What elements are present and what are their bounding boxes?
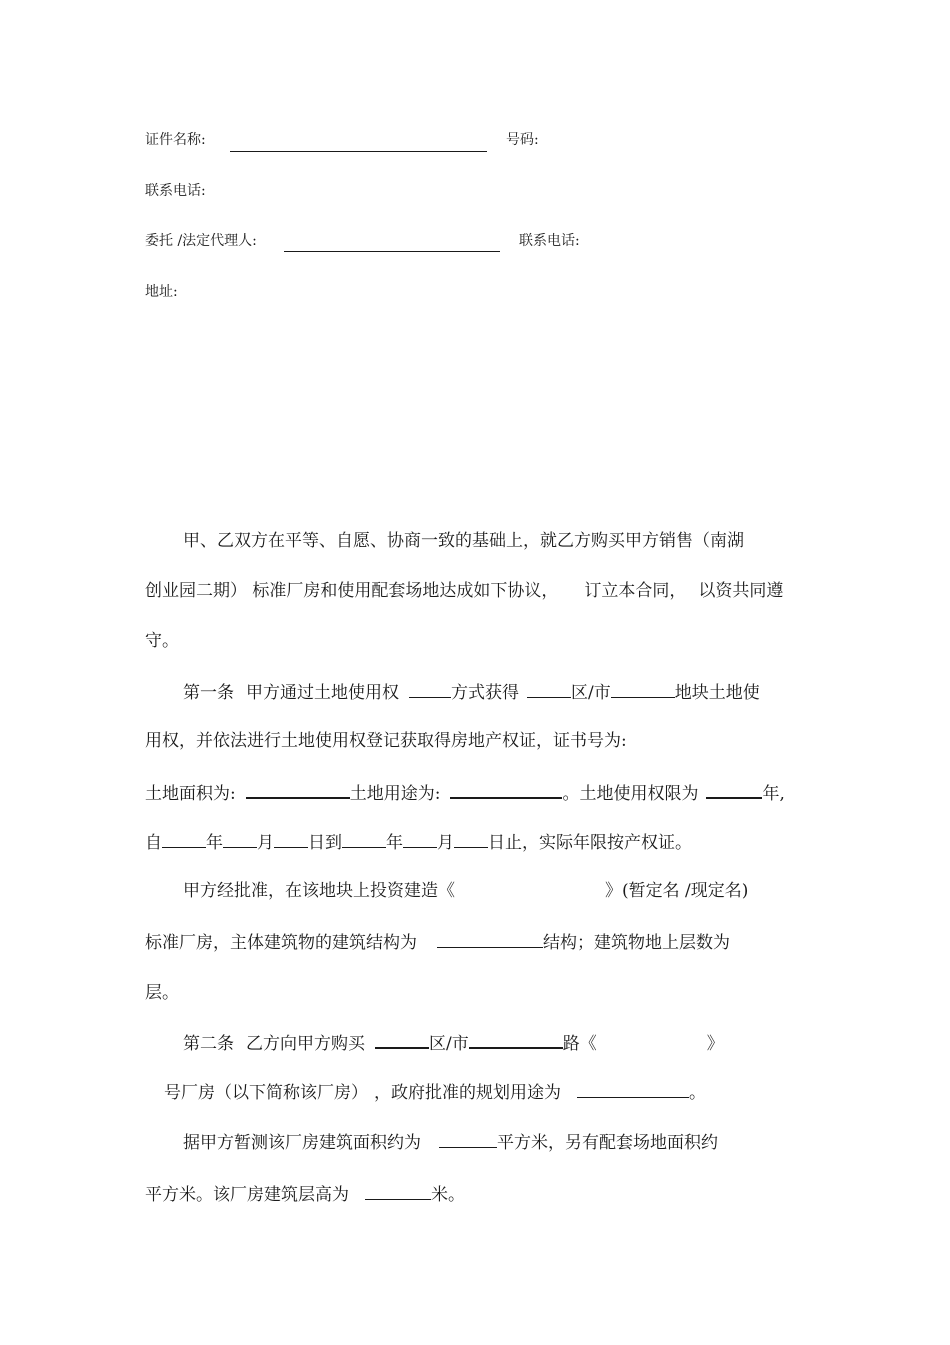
article2-text: 区/市 — [429, 1034, 469, 1054]
phone-label: 联系电话: — [145, 183, 206, 199]
article1-text: 年 — [386, 833, 403, 853]
article2-text: 平方米。该厂房建筑层高为 — [145, 1185, 349, 1205]
article1-text: 月 — [257, 833, 274, 853]
number-label: 号码: — [506, 132, 539, 148]
intro-line-3: 守。 — [145, 631, 179, 651]
article2-line-3 — [183, 1130, 718, 1154]
article1-text: 年, — [762, 784, 785, 804]
article1-line-6 — [145, 930, 730, 954]
intro-line-2a: 创业园二期） 标准厂房和使用配套场地达成如下协议， — [145, 581, 559, 601]
article2-text: 据甲方暂测该厂房建筑面积约为 — [183, 1133, 421, 1153]
intro-line-2b: 订立本合同， — [584, 581, 687, 601]
article1-text: 日止，实际年限按产权证。 — [488, 833, 692, 853]
address-label: 地址: — [145, 284, 178, 300]
article1-text: 月 — [437, 833, 454, 853]
cert-name-label: 证件名称: — [145, 132, 206, 148]
article2-title: 第二条 — [183, 1034, 234, 1054]
intro-line-2 — [145, 580, 783, 602]
cert-name-blank[interactable] — [230, 134, 487, 152]
article1-text: 甲方经批准，在该地块上投资建造《 — [183, 881, 455, 901]
end-month-blank[interactable] — [403, 830, 437, 848]
start-year-blank[interactable] — [162, 830, 206, 848]
article1-text: 。土地使用权限为 — [562, 784, 699, 804]
land-method-blank[interactable] — [409, 680, 451, 698]
intro-line-2c: 以资共同遵 — [698, 581, 784, 601]
article1-line-5 — [183, 880, 748, 902]
plot-blank[interactable] — [611, 680, 675, 698]
article2-text: ，政府批准的规划用途为 — [374, 1083, 561, 1103]
article1-line-2: 用权，并依法进行土地使用权登记获取得房地产权证，证书号为: — [145, 731, 627, 751]
land-use-blank[interactable] — [450, 780, 562, 799]
floor-height-blank[interactable] — [365, 1182, 431, 1200]
article2-text: 。 — [689, 1083, 706, 1103]
article1-line-1 — [183, 680, 760, 704]
agent-phone-label: 联系电话: — [519, 233, 580, 249]
article1-line-7: 层。 — [145, 983, 179, 1003]
article2-text: 号厂房（以下简称该厂房） — [164, 1083, 368, 1103]
cert-name-row — [145, 131, 206, 149]
land-term-blank[interactable] — [706, 780, 762, 799]
article2-text: 路《 — [562, 1034, 597, 1054]
article2-line-4 — [145, 1182, 465, 1206]
article1-text: 》(暂定名 /现定名) — [605, 881, 749, 901]
agent-label: 委托 /法定代理人: — [145, 233, 257, 249]
article2-text: 乙方向甲方购买 — [246, 1034, 365, 1054]
article2-text: 米。 — [431, 1185, 465, 1205]
building-area-blank[interactable] — [439, 1130, 497, 1148]
start-day-blank[interactable] — [274, 830, 308, 848]
article1-line-3 — [145, 780, 785, 805]
article2-line-2 — [164, 1080, 706, 1104]
planned-use-blank[interactable] — [577, 1080, 689, 1098]
article1-text: 方式获得 — [451, 683, 519, 703]
article2-text: 》 — [706, 1034, 724, 1054]
article1-text: 区/市 — [571, 683, 611, 703]
agent-blank[interactable] — [284, 234, 500, 252]
road-blank[interactable] — [469, 1030, 563, 1049]
start-month-blank[interactable] — [223, 830, 257, 848]
intro-line-1: 甲、乙双方在平等、自愿、协商一致的基础上，就乙方购买甲方销售（南湖 — [183, 531, 744, 551]
article1-text: 结构；建筑物地上层数为 — [543, 933, 730, 953]
article1-text: 甲方通过土地使用权 — [246, 683, 399, 703]
article1-text: 标准厂房，主体建筑物的建筑结构为 — [145, 933, 417, 953]
article1-text: 地块土地使 — [674, 683, 760, 703]
article1-line-4 — [145, 830, 692, 854]
article1-text: 年 — [206, 833, 223, 853]
district-blank-2[interactable] — [375, 1030, 429, 1049]
district-blank[interactable] — [527, 680, 571, 698]
end-year-blank[interactable] — [342, 830, 386, 848]
article2-text: 平方米，另有配套场地面积约 — [497, 1133, 718, 1153]
article1-text: 土地用途为: — [349, 784, 441, 804]
article2-line-1 — [183, 1030, 724, 1055]
end-day-blank[interactable] — [454, 830, 488, 848]
article1-text: 日到 — [308, 833, 342, 853]
land-area-blank[interactable] — [246, 780, 350, 799]
article1-text: 土地面积为: — [145, 784, 236, 804]
article1-text: 自 — [145, 833, 162, 853]
structure-blank[interactable] — [437, 930, 543, 948]
article1-title: 第一条 — [183, 683, 234, 703]
